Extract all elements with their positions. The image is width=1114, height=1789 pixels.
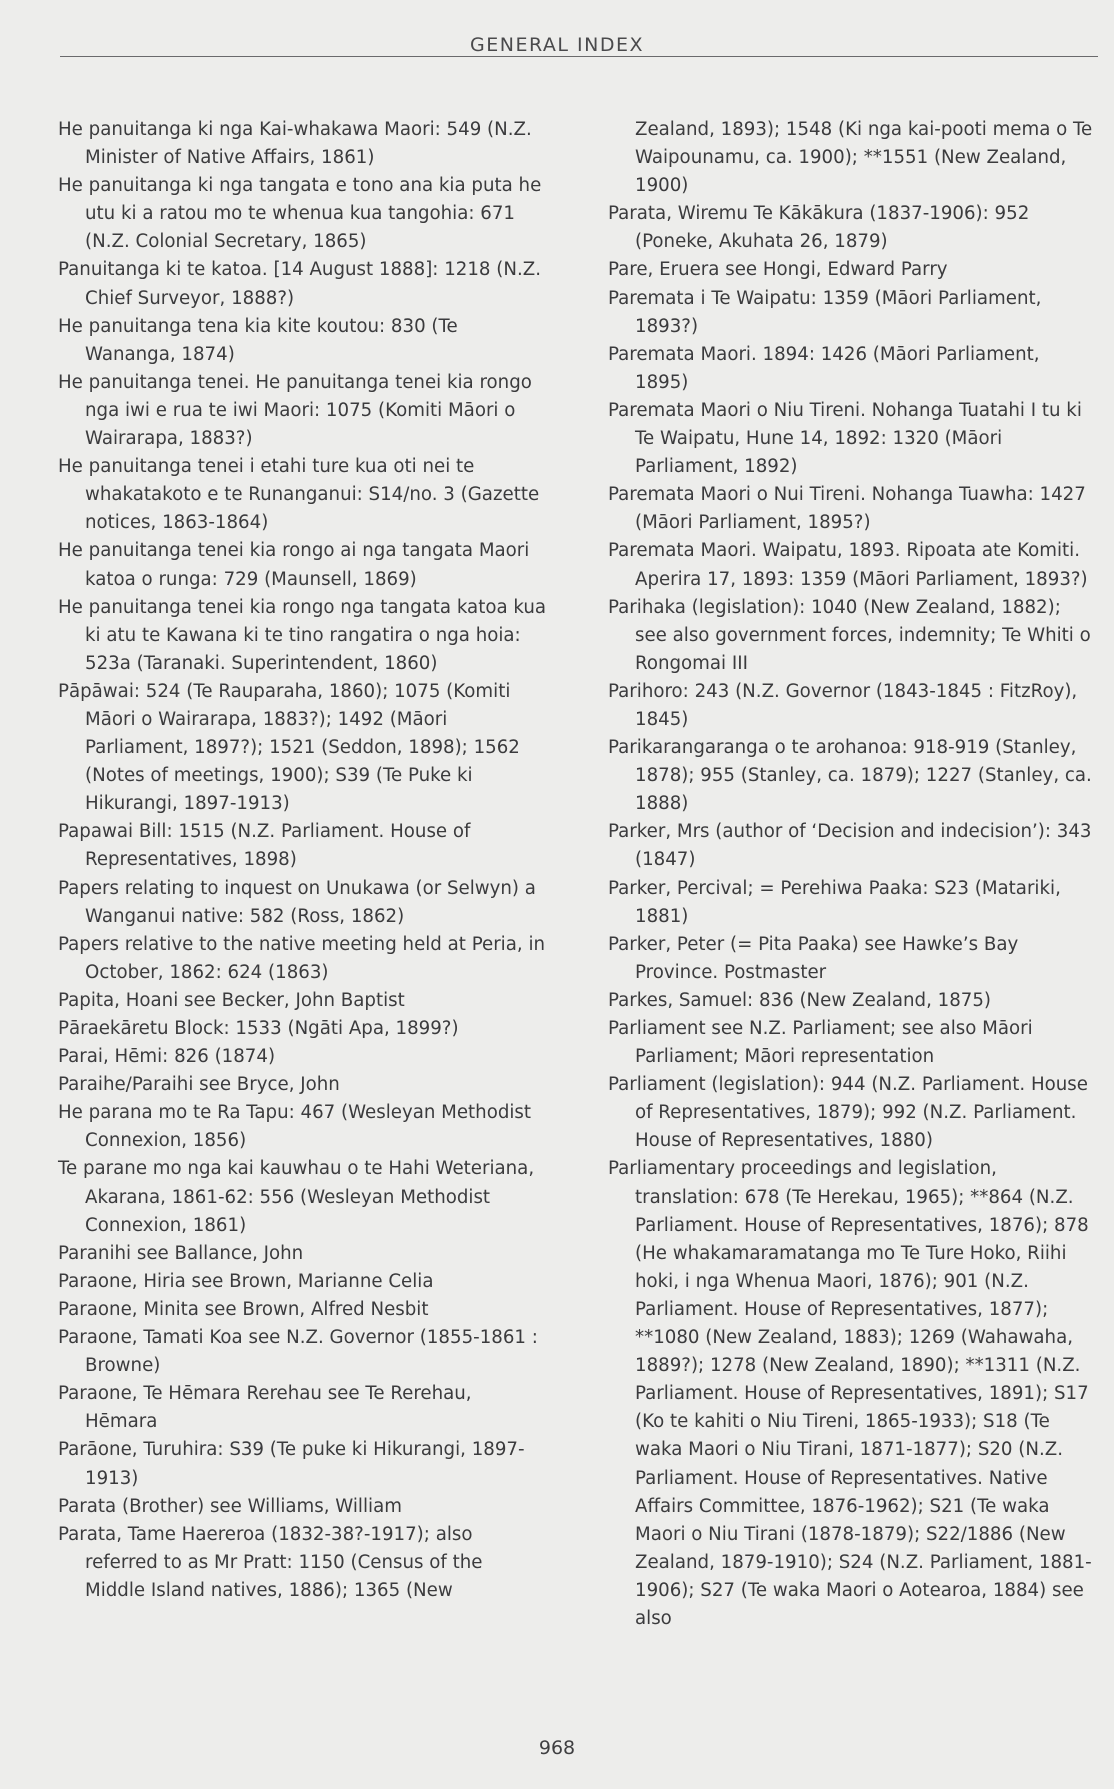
header-rule bbox=[60, 56, 1098, 57]
index-entry: He panuitanga tenei kia rongo ai nga tangata Maori katoa o runga: 729 (Maunsell, 1869) bbox=[58, 540, 530, 590]
index-entry-continued: Zealand, 1893); 1548 (Ki nga kai-pooti mema o Te Waipounamu, ca. 1900); **1551 (New Zealand, 1900) bbox=[635, 119, 1093, 197]
index-entry: He panuitanga tenei kia rongo nga tangata katoa kua ki atu te Kawana ki te tino rangatira o nga hoia: 523a (Taranaki. Superintendent, 1860) bbox=[58, 596, 547, 674]
index-entry: He panuitanga ki nga Kai-whakawa Maori: 549 (N.Z. Minister of Native Affairs, 1861) bbox=[58, 119, 532, 169]
index-entry: Te parane mo nga kai kauwhau o te Hahi Weteriana, Akarana, 1861-62: 556 (Wesleyan Methodist Connexion, 1861) bbox=[58, 1158, 535, 1236]
index-entry: Paraihe/Paraihi see Bryce, John bbox=[58, 1074, 340, 1096]
index-entry: Paraone, Tamati Koa see N.Z. Governor (1855-1861 : Browne) bbox=[58, 1327, 538, 1377]
index-entry: He panuitanga tenei i etahi ture kua oti nei te whakatakoto e te Runanganui: S14/no. 3 (Gazette notices, 1863-1864) bbox=[58, 456, 540, 534]
index-entry: Paraone, Hiria see Brown, Marianne Celia bbox=[58, 1270, 434, 1292]
index-entry: Parihoro: 243 (N.Z. Governor (1843-1845 : FitzRoy), 1845) bbox=[608, 680, 1078, 730]
index-entry: Papers relating to inquest on Unukawa (or Selwyn) a Wanganui native: 582 (Ross, 1862) bbox=[58, 877, 536, 927]
index-entry: Papawai Bill: 1515 (N.Z. Parliament. House of Representatives, 1898) bbox=[58, 821, 471, 871]
page-number: 968 bbox=[538, 1737, 576, 1759]
index-entry: He panuitanga tena kia kite koutou: 830 (Te Wananga, 1874) bbox=[58, 315, 458, 365]
index-entry: Paranihi see Ballance, John bbox=[58, 1242, 304, 1264]
index-entry: Panuitanga ki te katoa. [14 August 1888]: 1218 (N.Z. Chief Surveyor, 1888?) bbox=[58, 259, 541, 309]
index-entry: Parata, Wiremu Te Kākākura (1837-1906): 952 (Poneke, Akuhata 26, 1879) bbox=[608, 203, 1030, 253]
page-header: GENERAL INDEX bbox=[470, 34, 644, 56]
index-entry: Parikarangaranga o te arohanoa: 918-919 (Stanley, 1878); 955 (Stanley, ca. 1879); 1227 (Stanley, ca. 1888) bbox=[608, 737, 1092, 815]
index-entry: Parai, Hēmi: 826 (1874) bbox=[58, 1046, 276, 1068]
index-entry: He panuitanga tenei. He panuitanga tenei kia rongo nga iwi e rua te iwi Maori: 1075 (Komiti Māori o Wairarapa, 1883?) bbox=[58, 371, 532, 450]
index-entry: Parāone, Turuhira: S39 (Te puke ki Hikurangi, 1897-1913) bbox=[58, 1439, 525, 1489]
index-entry: Paremata Maori. Waipatu, 1893. Ripoata ate Komiti. Aperira 17, 1893: 1359 (Māori Parliament, 1893?) bbox=[608, 540, 1088, 590]
index-entry: Paremata Maori. 1894: 1426 (Māori Parliament, 1895) bbox=[608, 343, 1040, 393]
index-entry: Parata (Brother) see Williams, William bbox=[58, 1495, 402, 1517]
index-column-left bbox=[58, 116, 548, 1605]
index-entry: Parkes, Samuel: 836 (New Zealand, 1875) bbox=[608, 989, 992, 1011]
index-entry: Parata, Tame Haereroa (1832-38?-1917); also referred to as Mr Pratt: 1150 (Census of the Middle Island natives, 1886); 1365 (New bbox=[58, 1523, 483, 1601]
index-column-right bbox=[608, 116, 1098, 1633]
index-entry: Pāraekāretu Block: 1533 (Ngāti Apa, 1899?) bbox=[58, 1018, 459, 1039]
index-entry: Pare, Eruera see Hongi, Edward Parry bbox=[608, 259, 948, 281]
index-entry: Papers relative to the native meeting held at Peria, in October, 1862: 624 (1863) bbox=[58, 933, 546, 983]
index-entry: Parker, Percival; = Perehiwa Paaka: S23 (Matariki, 1881) bbox=[608, 877, 1061, 927]
index-entry: Paremata i Te Waipatu: 1359 (Māori Parliament, 1893?) bbox=[608, 287, 1042, 337]
index-entry: Paraone, Te Hēmara Rerehau see Te Rerehau, Hēmara bbox=[58, 1383, 472, 1433]
index-entry: He panuitanga ki nga tangata e tono ana kia puta he utu ki a ratou mo te whenua kua tangohia: 671 (N.Z. Colonial Secretary, 1865) bbox=[58, 175, 542, 253]
index-entry: Parliamentary proceedings and legislation, translation: 678 (Te Herekau, 1965); **864 (N.Z. Parliament. House of Representatives, 1876); 878 (He whakamaramatanga mo Te Ture Hoko, Riihi hoki, i nga Whenua Maori, 1876); 901 (N.Z. Parliament. House of Representatives, 1877); **1080 (New Zealand, 1883); 1269 (Wahawaha, 1889?); 1278 (New Zealand, 1890); **1311 (N.Z. Parliament. House of Representatives, 1891); S17 (Ko te kahiti o Niu Tireni, 1865-1933); S18 (Te waka Maori o Niu Tirani, 1871-1877); S20 (N.Z. Parliament. House of Representatives. Native Affairs Committee, 1876-1962); S21 (Te waka Maori o Niu Tirani (1878-1879); S22/1886 (New Zealand, 1879-1910); S24 (N.Z. Parliament, 1881-1906); S27 (Te waka Maori o Aotearoa, 1884) see also bbox=[608, 1158, 1092, 1629]
index-entry: He parana mo te Ra Tapu: 467 (Wesleyan Methodist Connexion, 1856) bbox=[58, 1102, 532, 1152]
index-entry: Parker, Mrs (author of ‘Decision and indecision’): 343 (1847) bbox=[608, 821, 1092, 871]
index-entry: Paremata Maori o Nui Tireni. Nohanga Tuawha: 1427 (Māori Parliament, 1895?) bbox=[608, 484, 1086, 534]
index-entry: Parker, Peter (= Pita Paaka) see Hawke’s Bay Province. Postmaster bbox=[608, 933, 1019, 983]
index-entry: Paraone, Minita see Brown, Alfred Nesbit bbox=[58, 1298, 429, 1320]
index-entry: Parliament (legislation): 944 (N.Z. Parliament. House of Representatives, 1879); 992 (N.Z. Parliament. House of Representatives, 1880) bbox=[608, 1074, 1088, 1152]
index-entry: Papita, Hoani see Becker, John Baptist bbox=[58, 989, 405, 1011]
index-entry: Paremata Maori o Niu Tireni. Nohanga Tuatahi I tu ki Te Waipatu, Hune 14, 1892: 1320 (Māori Parliament, 1892) bbox=[608, 399, 1082, 478]
index-entry: Parihaka (legislation): 1040 (New Zealand, 1882); see also government forces, indemnity; Te Whiti o Rongomai III bbox=[608, 596, 1091, 674]
index-entry: Parliament see N.Z. Parliament; see also Māori Parliament; Māori representation bbox=[608, 1018, 1033, 1068]
index-entry: Pāpāwai: 524 (Te Rauparaha, 1860); 1075 (Komiti Māori o Wairarapa, 1883?); 1492 (Māori Parliament, 1897?); 1521 (Seddon, 1898); 1562 (Notes of meetings, 1900); S39 (Te Puke ki Hikurangi, 1897-1913) bbox=[58, 680, 520, 815]
